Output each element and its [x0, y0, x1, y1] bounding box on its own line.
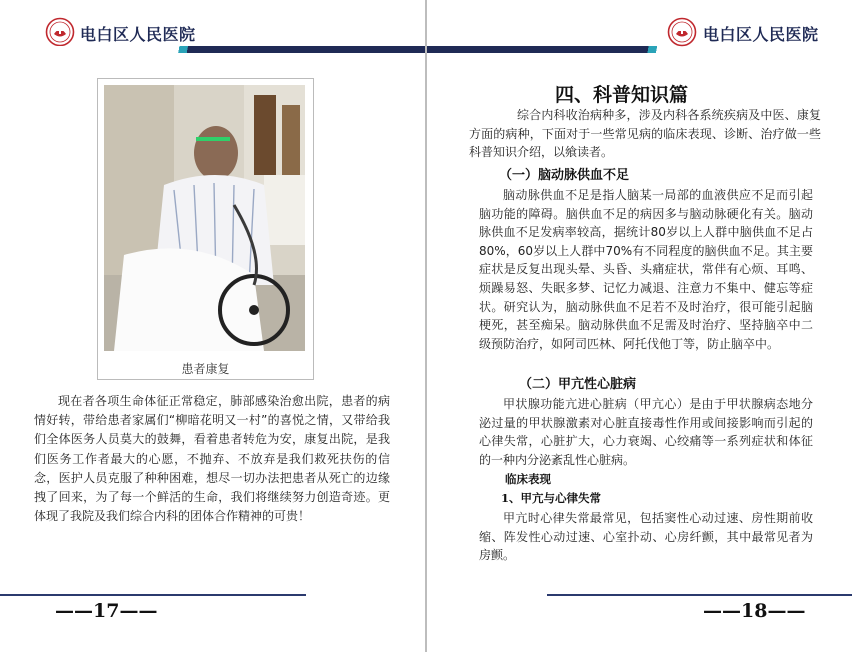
patient-photo-frame	[97, 78, 314, 380]
hospital-name: 电白区人民医院	[703, 25, 819, 44]
item1-title: 1、甲亢与心律失常	[501, 491, 602, 505]
page-number: ——17——	[55, 600, 158, 622]
page-header	[427, 16, 852, 56]
patient-photo	[104, 85, 305, 351]
header-band	[427, 46, 852, 53]
section1-body: 脑动脉供血不足是指人脑某一局部的血液供应不足而引起脑功能的障碍。脑供血不足的病因多与脑动脉硬化有关。脑动脉供血不足发病率较高，据统计80岁以上人群中脑供血不足占80%，60岁以上人群中70%有不同程度的脑供血不足。其主要症状是反复出现头晕、头昏、头痛症状，常伴有心烦、耳鸣、烦躁易怒、失眠多梦、记忆力减退、注意力不集中、健忘等症状。研究认为，脑动脉供血不足若不及时治疗，很可能引起脑梗死，甚至痴呆。脑动脉供血不足需及时治疗、坚持脑卒中二级预防治疗，如阿司匹林、阿托伐他丁等，防止脑卒中。	[479, 188, 813, 351]
section2-body: 甲状腺功能亢进心脏病（甲亢心）是由于甲状腺病态地分泌过量的甲状腺激素对心脏直接毒性作用或间接影响而引起的心律失常，心脏扩大，心力衰竭、心绞痛等一系列症状和体征的一种内分泌紊乱性心脏病。	[479, 397, 813, 467]
section1-title: （一）脑动脉供血不足	[499, 168, 630, 183]
intro-paragraph: 综合内科收治病种多，涉及内科各系统疾病及中医、康复方面的病种，下面对于一些常见病的临床表现、诊断、治疗做一些科普知识介绍，以飨读者。	[469, 108, 821, 159]
hospital-name: 电白区人民医院	[80, 25, 196, 44]
footer-rule	[547, 594, 852, 596]
hospital-logo-icon	[667, 17, 697, 47]
section2-title: （二）甲亢性心脏病	[519, 377, 637, 392]
header-band	[0, 46, 426, 53]
page-number: ——18——	[703, 600, 806, 622]
hospital-logo-icon	[45, 17, 75, 47]
right-page	[427, 0, 852, 652]
footer-rule	[0, 594, 306, 596]
left-body-paragraph: 现在者各项生命体征正常稳定，肺部感染治愈出院，患者的病情好转，带给患者家属们“柳暗花明又一村”的喜悦之情，又带给我们全体医务人员莫大的鼓舞，看着患者转危为安，康复出院，是我们医务工作者最大的心愿，不抛弃、不放弃是我们救死扶伤的信念，医护人员克服了种种困难，想尽一切办法把患者从死亡的边缘拽了回来，为了每一个鲜活的生命，我们将继续努力创造奇迹。更体现了我院及我们综合内科的团体合作精神的可贵！	[34, 394, 390, 524]
clinical-title: 临床表现	[505, 472, 551, 486]
section-title: 四、科普知识篇	[555, 84, 689, 106]
page-header	[0, 16, 426, 56]
photo-caption: 患者康复	[181, 362, 230, 376]
item1-body: 甲亢时心律失常最常见，包括窦性心动过速、房性期前收缩、阵发性心动过速、心室扑动、心房纤颤，其中最常见者为房颤。	[479, 511, 813, 563]
